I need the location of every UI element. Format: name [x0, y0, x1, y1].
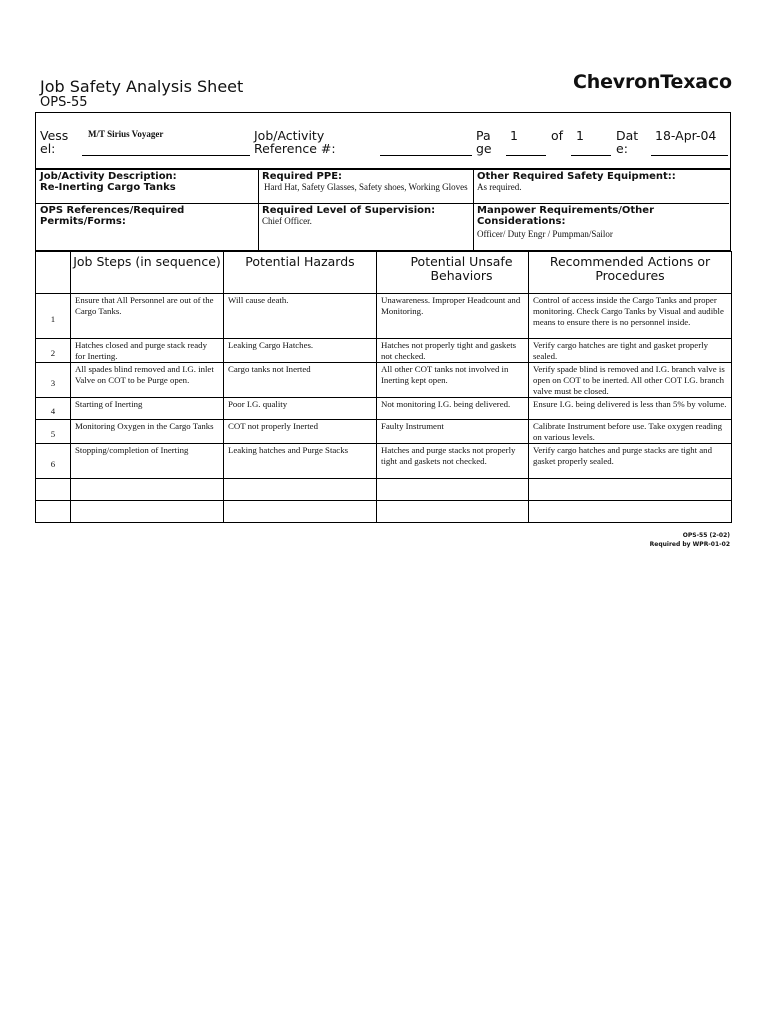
- step-number[interactable]: 6: [36, 444, 71, 479]
- behavior-cell[interactable]: [377, 501, 529, 523]
- step-cell[interactable]: [71, 444, 224, 479]
- job-desc-value[interactable]: Re-Inerting Cargo Tanks: [40, 182, 176, 193]
- document-title: Job Safety Analysis Sheet: [40, 77, 244, 96]
- footer-requirement: Required by WPR-01-02: [649, 541, 730, 548]
- action-cell[interactable]: [529, 339, 732, 363]
- hazard-cell-text: COT not properly Inerted: [228, 421, 318, 431]
- hazard-cell[interactable]: [224, 339, 377, 363]
- hazard-cell[interactable]: [224, 501, 377, 523]
- action-cell-text: Ensure I.G. being delivered is less than 5% by volume.: [533, 399, 727, 409]
- hazard-cell-text: Cargo tanks not Inerted: [228, 364, 311, 374]
- behavior-cell-text: All other COT tanks not involved in Inerting kept open.: [381, 364, 509, 385]
- step-cell[interactable]: [71, 294, 224, 339]
- supervision-value[interactable]: Chief Officer.: [262, 216, 312, 226]
- table-row: [36, 339, 732, 363]
- info-section: [35, 169, 731, 251]
- action-cell-text: Calibrate Instrument before use. Take oxygen reading on various levels.: [533, 421, 723, 442]
- action-cell[interactable]: [529, 501, 732, 523]
- step-cell[interactable]: [71, 363, 224, 398]
- step-cell[interactable]: [71, 479, 224, 501]
- behavior-cell-text: Hatches not properly tight and gaskets not checked.: [381, 340, 517, 361]
- job-ref-underline: [380, 155, 472, 156]
- date-label: Dat e:: [616, 128, 639, 156]
- vessel-label: Vess el:: [40, 128, 69, 156]
- job-steps-table: [35, 251, 732, 523]
- behavior-cell-text: [377, 501, 528, 502]
- vessel-underline: [82, 155, 250, 156]
- step-number[interactable]: 1: [36, 294, 71, 339]
- hazard-cell-text: Leaking Cargo Hatches.: [228, 340, 314, 350]
- col-header-behaviors: Potential Unsafe Behaviors: [377, 252, 529, 294]
- step-number[interactable]: 4: [36, 398, 71, 420]
- action-cell[interactable]: [529, 294, 732, 339]
- table-row: [36, 479, 732, 501]
- hazard-cell-text: [224, 479, 376, 480]
- step-cell[interactable]: [71, 339, 224, 363]
- hazard-cell-text: Poor I.G. quality: [228, 399, 288, 409]
- behavior-cell[interactable]: [377, 363, 529, 398]
- action-cell-text: Verify spade blind is removed and I.G. branch valve is open on COT to be inerted. All other COT I.G. branch valve must be closed.: [533, 364, 725, 396]
- step-number[interactable]: [36, 501, 71, 523]
- table-row: [36, 420, 732, 444]
- date-underline: [651, 155, 728, 156]
- hazard-cell[interactable]: [224, 294, 377, 339]
- manpower-value[interactable]: Officer/ Duty Engr / Pumpman/Sailor: [477, 229, 613, 239]
- info-row-divider: [36, 203, 729, 204]
- behavior-cell[interactable]: [377, 294, 529, 339]
- hazard-cell-text: [224, 501, 376, 502]
- action-cell-text: Verify cargo hatches and purge stacks are tight and gasket properly sealed.: [533, 445, 712, 466]
- step-number[interactable]: 3: [36, 363, 71, 398]
- hazard-cell[interactable]: [224, 363, 377, 398]
- behavior-cell[interactable]: [377, 479, 529, 501]
- footer-form-revision: OPS-55 (2-02): [682, 532, 730, 539]
- other-ppe-value[interactable]: As required.: [477, 182, 522, 192]
- behavior-cell-text: Hatches and purge stacks not properly tight and gaskets not checked.: [381, 445, 516, 466]
- vessel-value[interactable]: M/T Sirius Voyager: [88, 129, 164, 139]
- step-cell-text: [71, 501, 223, 502]
- hazard-cell-text: Leaking hatches and Purge Stacks: [228, 445, 349, 455]
- action-cell-text: [529, 479, 731, 480]
- hazard-cell[interactable]: [224, 398, 377, 420]
- table-row: [36, 294, 732, 339]
- supervision-label: Required Level of Supervision:: [262, 205, 436, 216]
- table-row: [36, 363, 732, 398]
- table-row: [36, 501, 732, 523]
- hazard-cell-text: Will cause death.: [228, 295, 289, 305]
- action-cell[interactable]: [529, 363, 732, 398]
- step-cell-text: [71, 479, 223, 480]
- col-header-actions: Recommended Actions or Procedures: [529, 252, 732, 294]
- action-cell[interactable]: [529, 444, 732, 479]
- behavior-cell[interactable]: [377, 398, 529, 420]
- behavior-cell-text: Unawareness. Improper Headcount and Monitoring.: [381, 295, 521, 316]
- page-value[interactable]: 1: [510, 128, 518, 143]
- of-value[interactable]: 1: [576, 128, 584, 143]
- form-code: OPS-55: [40, 95, 88, 110]
- header-section: [35, 112, 731, 169]
- company-logo: ChevronTexaco: [573, 71, 732, 93]
- manpower-label: Manpower Requirements/Other Considerations:: [477, 205, 655, 227]
- other-ppe-label: Other Required Safety Equipment::: [477, 171, 676, 182]
- step-cell[interactable]: [71, 501, 224, 523]
- behavior-cell[interactable]: [377, 339, 529, 363]
- action-cell[interactable]: [529, 479, 732, 501]
- step-cell[interactable]: [71, 420, 224, 444]
- table-header-row: [36, 252, 732, 294]
- col-header-hazards: Potential Hazards: [224, 252, 377, 294]
- action-cell-text: Control of access inside the Cargo Tanks and proper monitoring. Check Cargo Tanks by Visual and audible means to ensure there is no personnel inside.: [533, 295, 724, 327]
- ppe-value[interactable]: Hard Hat, Safety Glasses, Safety shoes, Working Gloves: [264, 182, 468, 192]
- hazard-cell[interactable]: [224, 420, 377, 444]
- step-cell-text: Hatches closed and purge stack ready for Inerting.: [75, 340, 207, 361]
- table-row: [36, 444, 732, 479]
- ppe-label: Required PPE:: [262, 171, 343, 182]
- step-cell-text: Stopping/completion of Inerting: [75, 445, 189, 455]
- job-desc-label: Job/Activity Description:: [40, 171, 177, 182]
- hazard-cell[interactable]: [224, 479, 377, 501]
- behavior-cell[interactable]: [377, 420, 529, 444]
- step-number[interactable]: [36, 479, 71, 501]
- col-header-number: [36, 252, 71, 294]
- step-cell-text: Starting of Inerting: [75, 399, 143, 409]
- action-cell[interactable]: [529, 420, 732, 444]
- step-cell[interactable]: [71, 398, 224, 420]
- step-number[interactable]: 2: [36, 339, 71, 363]
- behavior-cell-text: Faulty Instrument: [381, 421, 444, 431]
- step-cell-text: All spades blind removed and I.G. inlet Valve on COT to be Purge open.: [75, 364, 214, 385]
- step-number[interactable]: 5: [36, 420, 71, 444]
- behavior-cell[interactable]: [377, 444, 529, 479]
- ops-ref-label: OPS References/Required Permits/Forms:: [40, 205, 185, 227]
- action-cell-text: Verify cargo hatches are tight and gasket properly sealed.: [533, 340, 708, 361]
- step-cell-text: Monitoring Oxygen in the Cargo Tanks: [75, 421, 214, 431]
- info-divider-2: [473, 170, 474, 250]
- page-label: Pa ge: [476, 128, 492, 156]
- behavior-cell-text: [377, 479, 528, 480]
- step-cell-text: Ensure that All Personnel are out of the Cargo Tanks.: [75, 295, 214, 316]
- hazard-cell[interactable]: [224, 444, 377, 479]
- table-row: [36, 398, 732, 420]
- of-underline: [571, 155, 611, 156]
- col-header-steps: Job Steps (in sequence): [71, 252, 224, 294]
- info-divider-1: [258, 170, 259, 250]
- action-cell-text: [529, 501, 731, 502]
- date-value[interactable]: 18-Apr-04: [655, 128, 717, 143]
- job-ref-label: Job/Activity Reference #:: [254, 128, 336, 156]
- action-cell[interactable]: [529, 398, 732, 420]
- behavior-cell-text: Not monitoring I.G. being delivered.: [381, 399, 511, 409]
- of-label: of: [551, 128, 564, 143]
- page-underline: [506, 155, 546, 156]
